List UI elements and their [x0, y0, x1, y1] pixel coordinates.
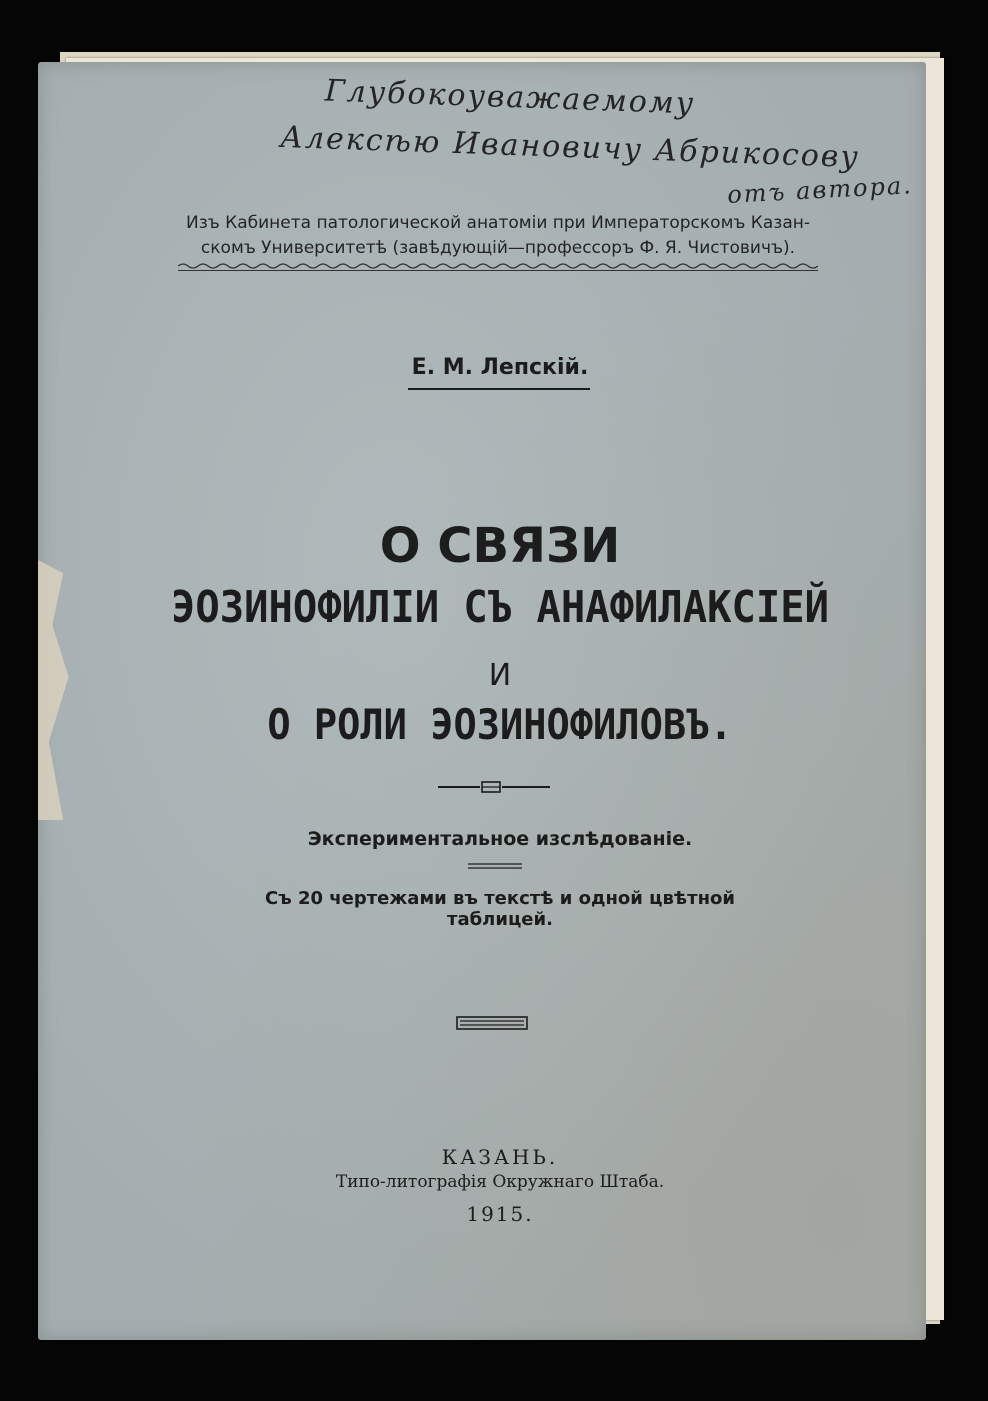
inscription-line-3: отъ автора.	[726, 171, 914, 209]
title-line-1: О СВЯЗИ	[379, 518, 621, 574]
double-rule	[468, 862, 522, 870]
imprint-city: КАЗАНЬ.	[441, 1145, 559, 1169]
inscription-line-2: Алексѣю Ивановичу Абрикосову	[279, 119, 861, 176]
author-underline	[408, 388, 590, 390]
illustrations-note: Съ 20 чертежами въ текстѣ и одной цвѣтной таблицей.	[264, 888, 735, 930]
imprint-press: Типо-литографiя Окружнаго Штаба.	[335, 1172, 665, 1192]
ornament-divider	[438, 780, 550, 794]
title-line-3: И	[488, 658, 512, 693]
inscription-line-1: Глубокоуважаемому	[324, 73, 696, 122]
author-name: Е. М. Лепскiй.	[411, 355, 589, 380]
subtitle: Экспериментальное изслѣдованiе.	[307, 828, 693, 850]
institution-line-1: Изъ Кабинета патологической анатомiи при Императорскомъ Казан-	[185, 213, 811, 233]
imprint-year: 1915.	[466, 1202, 534, 1226]
title-line-2: ЭОЗИНОФИЛIИ СЪ АНАФИЛАКСIЕЙ	[170, 582, 830, 633]
ornament-bar	[456, 1016, 528, 1030]
institution-line-2: скомъ Университетѣ (завѣдующiй—профессоръ Ф. Я. Чистовичъ).	[200, 238, 796, 258]
title-line-4: О РОЛИ ЭОЗИНОФИЛОВЪ.	[267, 700, 733, 749]
wavy-rule	[178, 262, 818, 272]
